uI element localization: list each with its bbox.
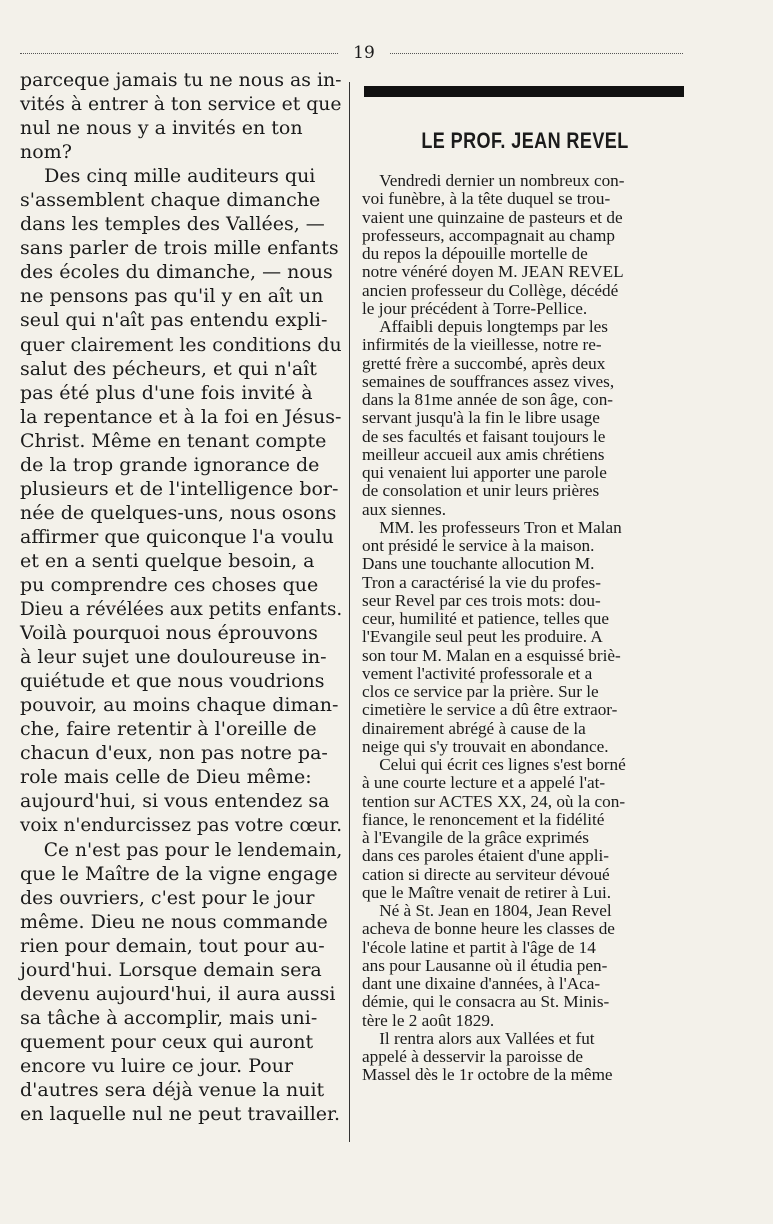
text-line: salut des pécheurs, et qui n'aît xyxy=(20,357,317,380)
text-line: clos ce service par la prière. Sur le xyxy=(362,682,599,701)
text-line: professeurs, accompagnait au champ xyxy=(362,225,615,245)
text-line: et en a senti quelque besoin, a xyxy=(20,549,315,572)
text-line: aux siennes. xyxy=(362,499,447,519)
text-line: Il rentra alors aux Vallées et fut xyxy=(362,1028,595,1048)
text-line: voix n'endurcissez pas votre cœur. xyxy=(20,814,343,837)
text-line: que le Maître venait de retirer à Lui. xyxy=(362,882,612,902)
text-line: vement l'activité professorale et a xyxy=(362,663,593,683)
text-line: d'autres sera déjà venue la nuit xyxy=(20,1078,325,1101)
text-line: Né à St. Jean en 1804, Jean Revel xyxy=(362,901,612,920)
column-divider xyxy=(349,82,350,1142)
text-line: pas été plus d'une fois invité à xyxy=(20,381,313,404)
text-line: Affaibli depuis longtemps par les xyxy=(362,317,608,336)
text-line: Dans une touchante allocution M. xyxy=(362,554,595,574)
article-body xyxy=(362,172,688,1085)
text-line: notre vénéré doyen M. JEAN REVEL xyxy=(362,262,624,282)
text-line: le jour précédent à Torre-Pellice. xyxy=(362,298,588,318)
text-line: de ses facultés et faisant toujours le xyxy=(362,426,606,446)
text-line: l'école latine et partit à l'âge de 14 xyxy=(362,937,596,957)
text-line: MM. les professeurs Tron et Malan xyxy=(362,517,622,537)
text-line: infirmités de la vieillesse, notre re- xyxy=(362,335,602,355)
text-line: dans ces paroles étaient d'une appli- xyxy=(362,846,609,866)
text-line: plusieurs et de l'intelligence bor- xyxy=(20,477,339,500)
text-line: devenu aujourd'hui, il aura aussi xyxy=(20,982,336,1005)
text-line: ans pour Lausanne où il étudia pen- xyxy=(362,955,608,975)
text-line: Massel dès le 1r octobre de la même xyxy=(362,1065,613,1085)
text-line: qui venaient lui apporter une parole xyxy=(362,463,607,482)
text-line: che, faire retentir à l'oreille de xyxy=(20,718,317,741)
text-line: que le Maître de la vigne engage xyxy=(20,862,338,885)
text-line: démie, qui le consacra au St. Minis- xyxy=(362,992,610,1012)
text-line: appelé à desservir la paroisse de xyxy=(362,1047,583,1066)
text-line: servant jusqu'à la fin le libre usage xyxy=(362,408,600,428)
text-line: de la trop grande ignorance de xyxy=(20,453,320,476)
right-column xyxy=(362,86,688,1085)
left-column xyxy=(20,68,345,1126)
text-line: des ouvriers, c'est pour le jour xyxy=(20,886,315,909)
text-line: tère le 2 août 1829. xyxy=(362,1010,495,1030)
page-header xyxy=(20,42,685,64)
text-line: cation si directe au serviteur dévoué xyxy=(362,864,610,884)
text-line: ancien professeur du Collège, décédé xyxy=(362,280,619,300)
text-line: seul qui n'aît pas entendu expli- xyxy=(20,309,328,332)
text-line: seur Revel par ces trois mots: dou- xyxy=(362,590,601,610)
text-line: parceque jamais tu ne nous as in- xyxy=(20,69,342,91)
header-rule-right xyxy=(390,53,683,54)
text-line: Celui qui écrit ces lignes s'est borné xyxy=(362,755,626,774)
text-line: Christ. Même en tenant compte xyxy=(20,429,327,452)
text-line: semaines de souffrances assez vives, xyxy=(362,371,615,391)
text-line: du repos la dépouille mortelle de xyxy=(362,244,588,263)
text-line: chacun d'eux, non pas notre pa- xyxy=(20,742,328,765)
text-line: meilleur accueil aux amis chrétiens xyxy=(362,444,605,464)
text-line: dans les temples des Vallées, — xyxy=(20,213,325,236)
article-title: LE PROF. JEAN REVEL xyxy=(421,128,629,153)
text-line: son tour M. Malan en a esquissé briè- xyxy=(362,645,621,665)
text-line: même. Dieu ne nous commande xyxy=(20,910,328,933)
text-line: née de quelques-uns, nous osons xyxy=(20,501,337,524)
text-line: ceur, humilité et patience, telles que xyxy=(362,609,609,628)
text-line: affirmer que quiconque l'a voulu xyxy=(20,525,334,548)
text-line: Ce n'est pas pour le lendemain, xyxy=(20,838,343,861)
text-line: Tron a caractérisé la vie du profes- xyxy=(362,572,601,592)
text-line: quer clairement les conditions du xyxy=(20,333,342,356)
text-line: nul ne nous y a invités en ton xyxy=(20,117,303,140)
text-line: sans parler de trois mille enfants xyxy=(20,237,339,260)
text-line: aujourd'hui, si vous entendez sa xyxy=(20,790,330,813)
text-line: gretté frère a succombé, après deux xyxy=(362,353,606,373)
text-line: quement pour ceux qui auront xyxy=(20,1030,314,1053)
text-line: role mais celle de Dieu même: xyxy=(20,766,312,789)
text-line: quiétude et que nous voudrions xyxy=(20,670,325,693)
text-line: ont présidé le service à la maison. xyxy=(362,536,595,555)
text-line: tention sur ACTES XX, 24, où la con- xyxy=(362,791,626,811)
text-line: l'Evangile seul peut les produire. A xyxy=(362,627,603,647)
text-line: en laquelle nul ne peut travailler. xyxy=(20,1103,341,1126)
text-line: à leur sujet une douloureuse in- xyxy=(20,646,327,669)
text-line: dant une dixaine d'années, à l'Aca- xyxy=(362,974,601,993)
text-line: jourd'hui. Lorsque demain sera xyxy=(20,958,322,981)
text-line: dans la 81me année de son âge, con- xyxy=(362,390,614,409)
text-line: pu comprendre ces choses que xyxy=(20,573,319,596)
text-line: ne pensons pas qu'il y en aît un xyxy=(20,285,324,308)
text-line: dinairement abrégé à cause de la xyxy=(362,718,586,738)
text-line: Des cinq mille auditeurs qui xyxy=(20,165,316,188)
text-line: vités à entrer à ton service et que xyxy=(20,93,342,116)
text-line: pouvoir, au moins chaque diman- xyxy=(20,694,339,717)
page-number: 19 xyxy=(353,43,375,63)
text-line: fiance, le renoncement et la fidélité xyxy=(362,809,605,829)
text-line: vaient une quinzaine de pasteurs et de xyxy=(362,207,623,227)
text-line: Dieu a révélées aux petits enfants. xyxy=(20,598,343,621)
text-line: s'assemblent chaque dimanche xyxy=(20,189,321,212)
text-line: sa tâche à accomplir, mais uni- xyxy=(20,1006,318,1029)
text-line: à une courte lecture et a appelé l'at- xyxy=(362,773,606,793)
text-line: rien pour demain, tout pour au- xyxy=(20,934,325,957)
article-separator-bar xyxy=(364,86,684,97)
text-line: cimetière le service a dû être extraor- xyxy=(362,700,618,720)
text-line: la repentance et à la foi en Jésus- xyxy=(20,405,342,428)
text-line: nom? xyxy=(20,141,72,164)
text-line: neige qui s'y trouvait en abondance. xyxy=(362,736,609,756)
text-line: à l'Evangile de la grâce exprimés xyxy=(362,828,589,847)
text-line: acheva de bonne heure les classes de xyxy=(362,919,615,939)
text-line: Voilà pourquoi nous éprouvons xyxy=(20,622,318,645)
text-line: de consolation et unir leurs prières xyxy=(362,481,600,501)
text-line: Vendredi dernier un nombreux con- xyxy=(362,171,625,190)
header-rule-left xyxy=(20,53,338,54)
text-line: voi funèbre, à la tête duquel se trou- xyxy=(362,189,611,209)
text-line: des écoles du dimanche, — nous xyxy=(20,261,333,284)
text-line: encore vu luire ce jour. Pour xyxy=(20,1054,294,1077)
